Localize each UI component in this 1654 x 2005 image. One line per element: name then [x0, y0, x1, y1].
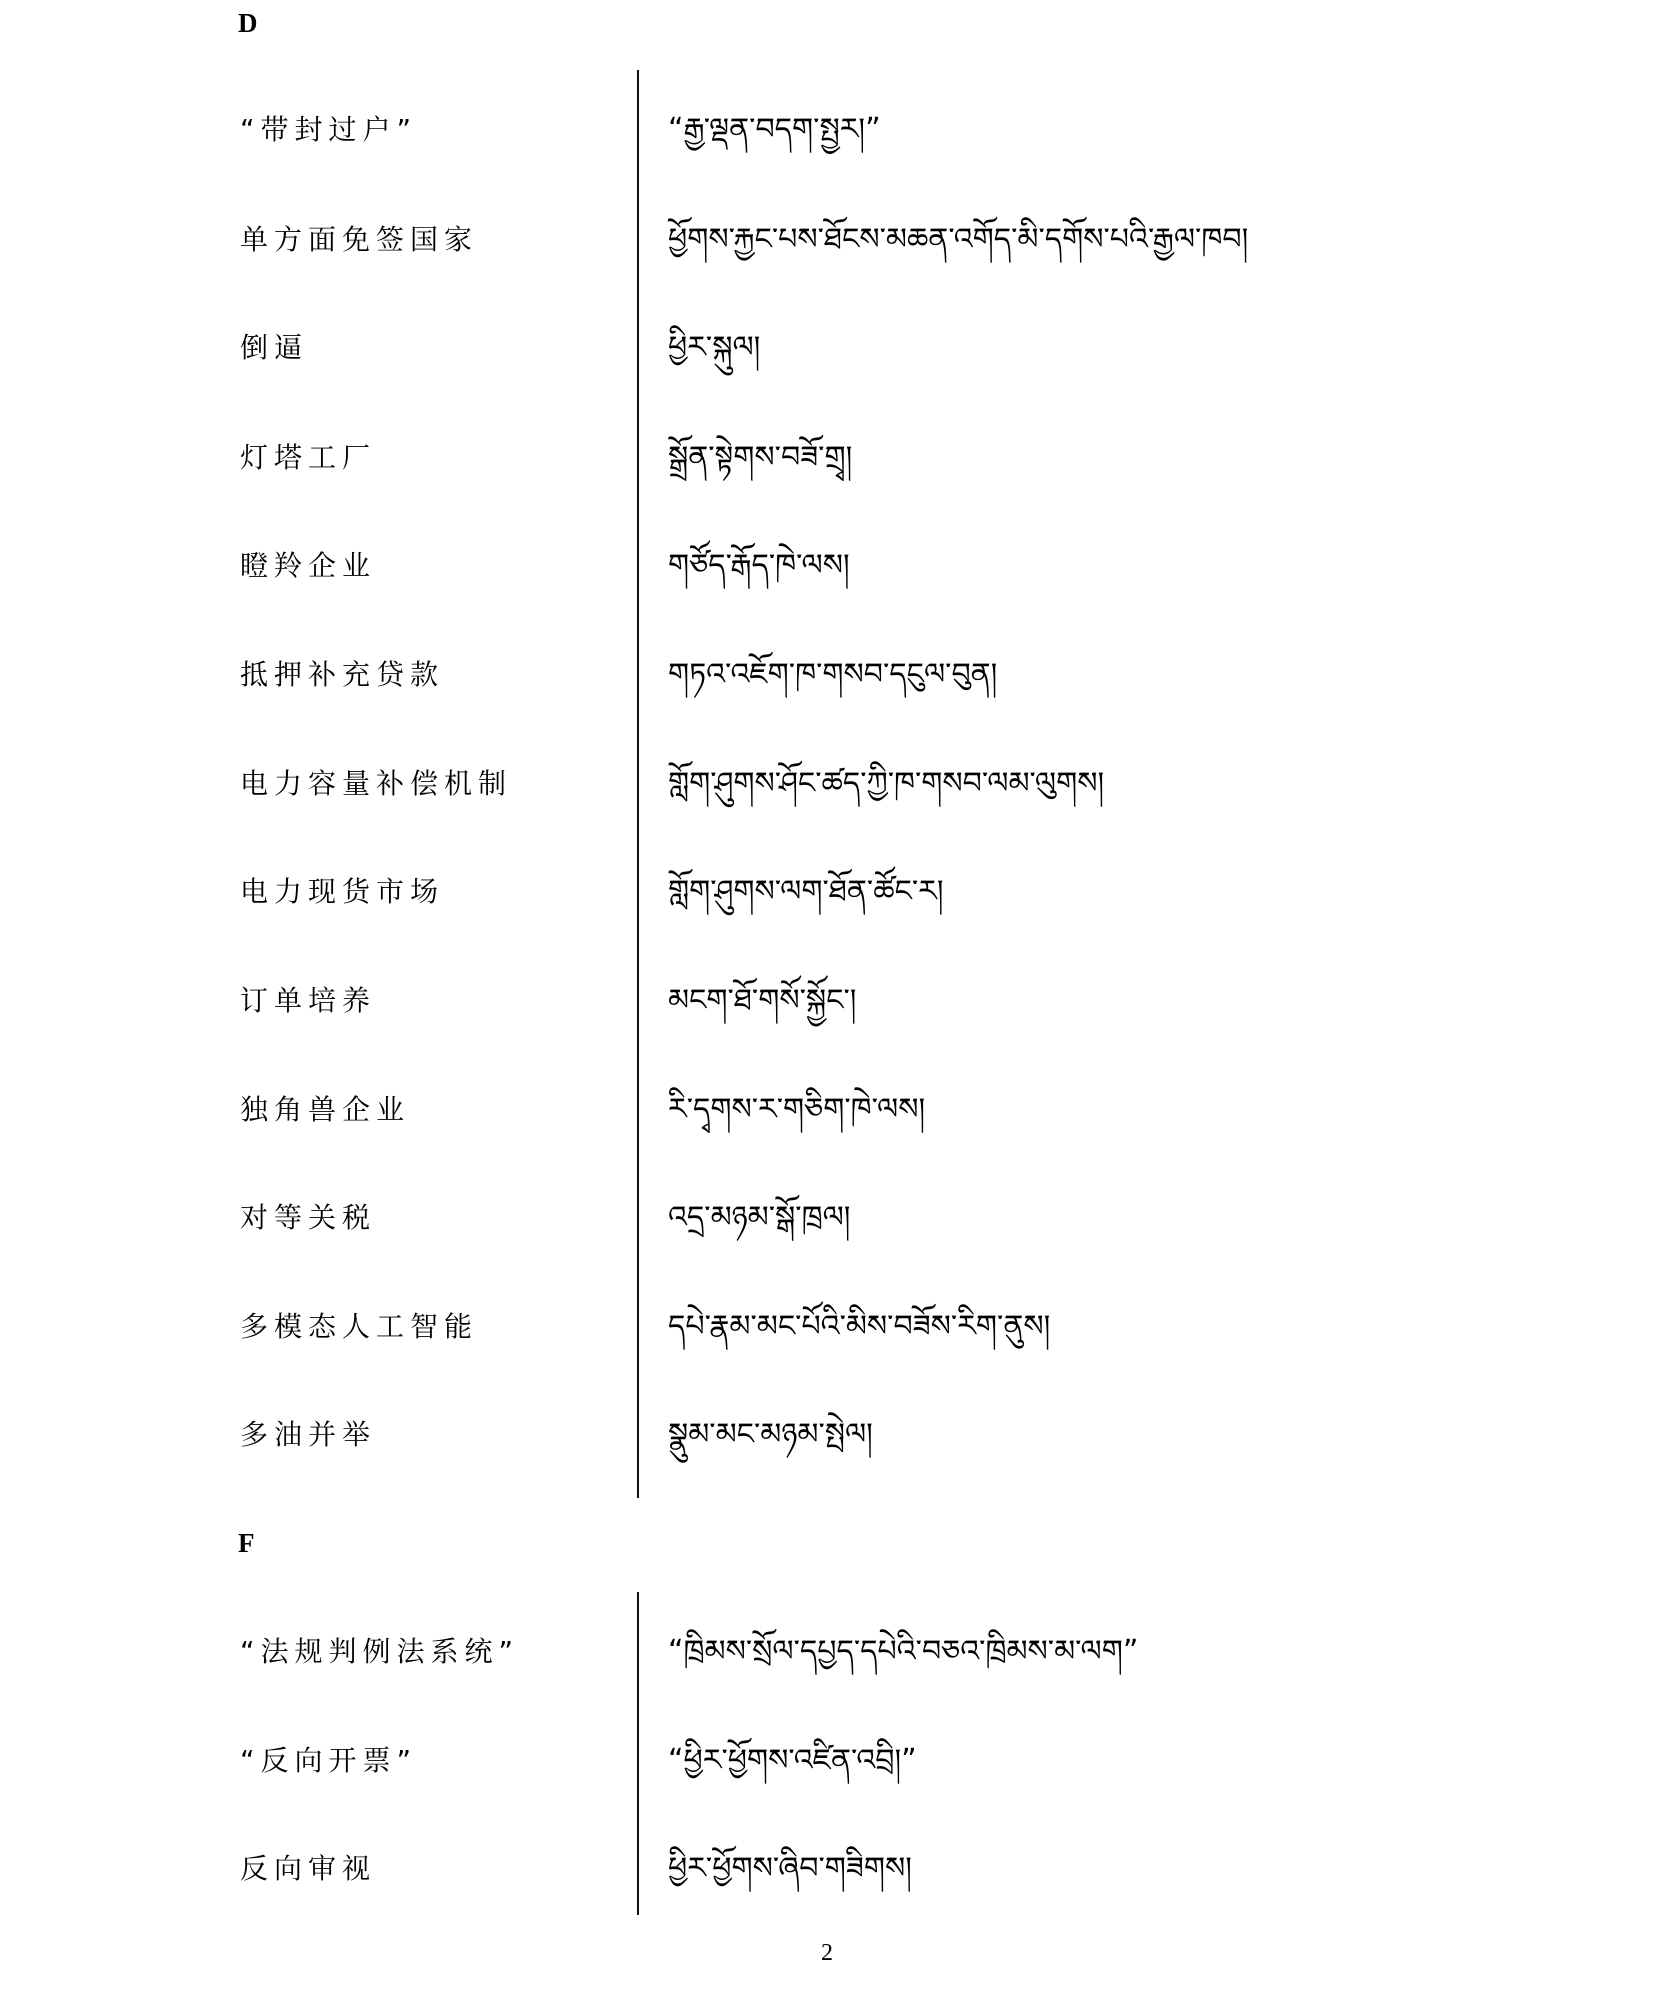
section-letter-d: D: [238, 8, 258, 38]
tibetan-term: “རྒྱ་ལྡན་བདག་སྤྱར།”: [668, 112, 881, 147]
tibetan-term: “ཁྲིམས་སྲོལ་དཔྱད་དཔེའི་བཅའ་ཁྲིམས་མ་ལག”: [668, 1634, 1139, 1669]
tibetan-term: ཕྱོགས་རྐྱང་པས་ཐོངས་མཆན་འགོད་མི་དགོས་པའི་རྒྱལ་ཁབ།: [668, 222, 1249, 257]
tibetan-term: ཕྱིར་ཕྱོགས་ཞིབ་གཟིགས།: [668, 1851, 912, 1886]
glossary-entry: [0, 428, 1654, 488]
tibetan-term: གཙོད་རྒོད་ཁེ་ལས།: [668, 548, 850, 583]
glossary-entry: [0, 862, 1654, 922]
chinese-term: 多油并举: [240, 1418, 377, 1451]
glossary-entry: [0, 536, 1654, 596]
chinese-term: 独角兽企业: [240, 1093, 411, 1126]
chinese-term: 灯塔工厂: [240, 441, 377, 474]
glossary-entry: [0, 1622, 1654, 1682]
tibetan-term: གློག་ཤུགས་ཤོང་ཚད་ཀྱི་ཁ་གསབ་ལམ་ལུགས།: [668, 766, 1105, 801]
glossary-entry: [0, 1297, 1654, 1357]
chinese-term: “带封过户”: [240, 113, 418, 146]
tibetan-term: གཏའ་འཇོག་ཁ་གསབ་དངུལ་བུན།: [668, 657, 998, 692]
chinese-term: 多模态人工智能: [240, 1310, 479, 1343]
glossary-entry: [0, 1080, 1654, 1140]
tibetan-term: མངག་ཐོ་གསོ་སྐྱོང་།: [668, 983, 857, 1018]
glossary-entry: [0, 100, 1654, 160]
glossary-entry: [0, 754, 1654, 814]
glossary-entry: [0, 1731, 1654, 1791]
chinese-term: 电力容量补偿机制: [240, 767, 513, 800]
tibetan-term: “ཕྱིར་ཕྱོགས་འཛིན་འབྲི།”: [668, 1743, 917, 1778]
chinese-term: 瞪羚企业: [240, 549, 377, 582]
chinese-term: 电力现货市场: [240, 875, 445, 908]
glossary-entry: [0, 1188, 1654, 1248]
glossary-entry: [0, 1405, 1654, 1465]
glossary-entry: [0, 645, 1654, 705]
tibetan-term: རི་དྭགས་ར་གཅིག་ཁེ་ལས།: [668, 1092, 926, 1127]
chinese-term: “法规判例法系统”: [240, 1635, 520, 1668]
glossary-entry: [0, 971, 1654, 1031]
chinese-term: 抵押补充贷款: [240, 658, 445, 691]
glossary-entry: [0, 210, 1654, 270]
chinese-term: 反向审视: [240, 1852, 377, 1885]
chinese-term: 对等关税: [240, 1201, 377, 1234]
section-letter-f: F: [238, 1528, 255, 1558]
tibetan-term: འདྲ་མཉམ་སྒོ་ཁྲལ།: [668, 1200, 851, 1235]
tibetan-term: སྒྲོན་སྟེགས་བཟོ་གྲྭ།: [668, 440, 853, 475]
chinese-term: 订单培养: [240, 984, 377, 1017]
tibetan-term: ཕྱིར་སྐུལ།: [668, 330, 761, 365]
page-number: 2: [821, 1940, 833, 1966]
glossary-entry: [0, 1839, 1654, 1899]
tibetan-term: སྣུམ་མང་མཉམ་སྤེལ།: [668, 1417, 873, 1452]
chinese-term: “反向开票”: [240, 1744, 418, 1777]
tibetan-term: གློག་ཤུགས་ལག་ཐོན་ཚོང་ར།: [668, 874, 944, 909]
tibetan-term: དཔེ་རྣམ་མང་པོའི་མིས་བཟོས་རིག་ནུས།: [668, 1309, 1051, 1344]
glossary-entry: [0, 318, 1654, 378]
chinese-term: 单方面免签国家: [240, 223, 479, 256]
chinese-term: 倒逼: [240, 331, 309, 364]
